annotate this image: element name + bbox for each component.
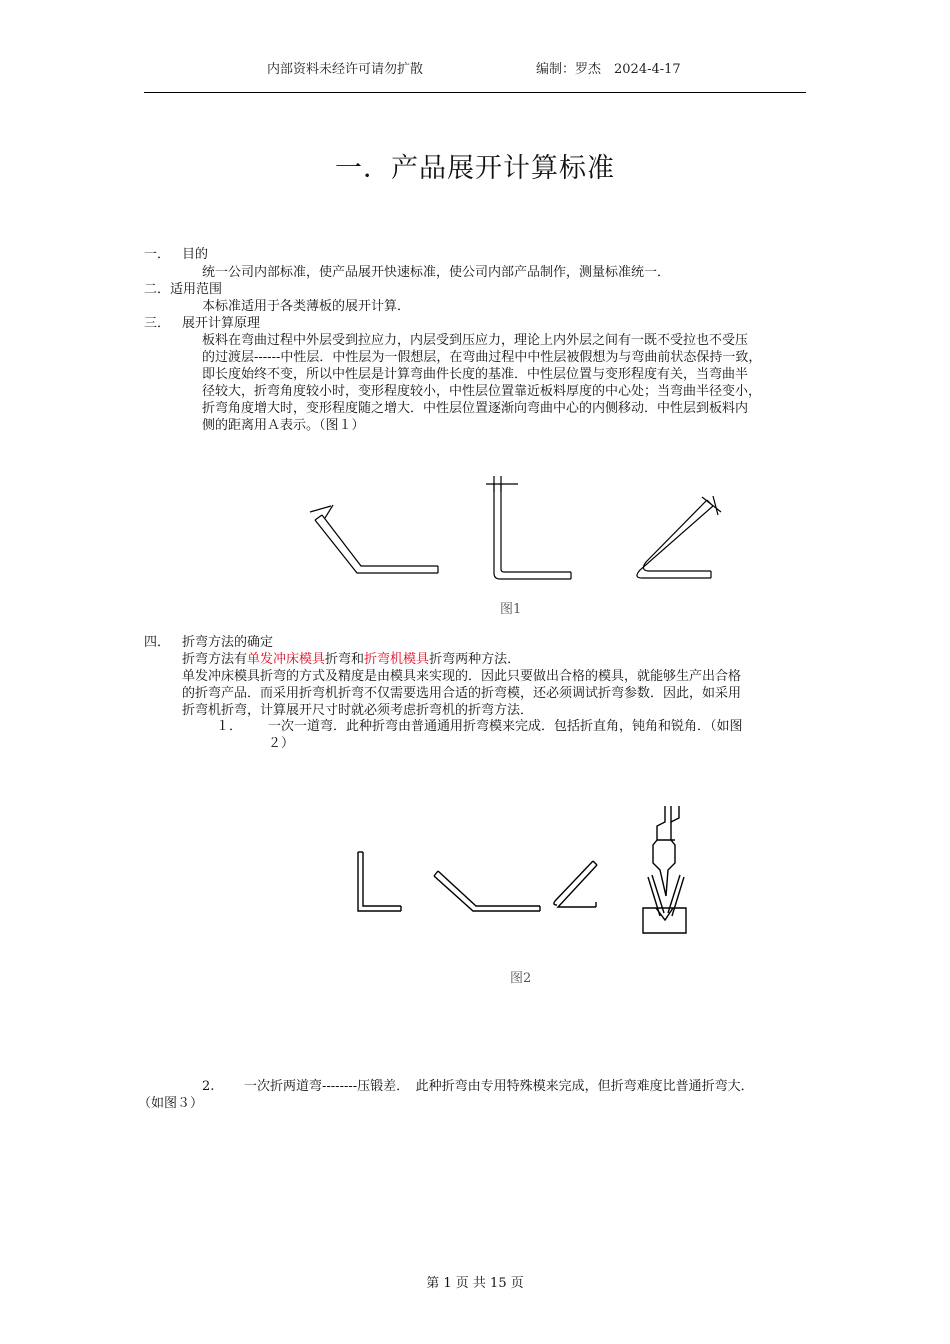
section-3-line: 的过渡层------中性层．中性层为一假想层，在弯曲过程中中性层被假想为与弯曲前状态保持一致，	[202, 350, 762, 365]
term-punch-die: 单发冲床模具	[247, 652, 326, 667]
item-2-text: 一次折两道弯--------压锻差． 此种折弯由专用特殊模来完成，但折弯难度比普通折弯大．	[244, 1079, 754, 1094]
item-1-number: １．	[216, 719, 243, 734]
header-confidential: 内部资料未经许可请勿扩散	[267, 62, 424, 77]
section-3-line: 径较大，折弯角度较小时，变形程度较小，中性层位置靠近板料厚度的中心处；当弯曲半径变小，	[202, 384, 762, 399]
term-press-brake-die: 折弯机模具	[364, 652, 430, 667]
section-1-heading: 目的	[182, 247, 209, 262]
section-4-line: 的折弯产品．而采用折弯机折弯不仅需要选用合适的折弯模，还必须调试折弯参数．因此，如采用	[182, 686, 742, 701]
header-author-date: 编制：罗杰 2024-4-17	[536, 62, 681, 77]
section-2-heading: 二．适用范围	[144, 282, 223, 297]
item-2-continuation: （如图３）	[138, 1096, 204, 1111]
section-4-line: 折弯机折弯，计算展开尺寸时就必须考虑折弯机的折弯方法．	[182, 703, 534, 718]
section-3-line: 折弯角度增大时，变形程度随之增大．中性层位置逐渐向弯曲中心的内侧移动．中性层到板料内	[202, 401, 749, 416]
intro-text-c: 折弯两种方法．	[429, 652, 521, 667]
section-1-body: 统一公司内部标准，使产品展开快速标准，使公司内部产品制作，测量标准统一．	[202, 265, 671, 280]
section-4-heading: 折弯方法的确定	[182, 635, 274, 650]
item-1-text: 一次一道弯．此种折弯由普通通用折弯模来完成．包括折直角，钝角和锐角．（如图	[268, 719, 743, 734]
section-3-line: 即长度始终不变，所以中性层是计算弯曲件长度的基准．中性层位置与变形程度有关，当弯曲半	[202, 367, 749, 382]
section-2-body: 本标准适用于各类薄板的展开计算．	[202, 299, 411, 314]
figure-2-caption: 图2	[510, 971, 532, 986]
section-3-heading: 展开计算原理	[182, 316, 261, 331]
item-2-number: 2.	[202, 1079, 215, 1094]
item-1-continuation: ２）	[268, 736, 295, 751]
section-3-line: 侧的距离用Ａ表示。（图１）	[202, 418, 365, 433]
section-1-number: 一．	[144, 247, 171, 262]
page-title: 一．产品展开计算标准	[335, 153, 615, 184]
section-3-number: 三．	[144, 316, 171, 331]
page-footer: 第 1 页 共 15 页	[426, 1276, 524, 1291]
intro-text-a: 折弯方法有	[182, 652, 248, 667]
section-4-line: 单发冲床模具折弯的方式及精度是由模具来实现的．因此只要做出合格的模具，就能够生产出合格	[182, 669, 742, 684]
section-4-number: 四．	[144, 635, 171, 650]
figure-1-caption: 图1	[500, 602, 522, 617]
intro-text-b: 折弯和	[325, 652, 365, 667]
section-3-line: 板料在弯曲过程中外层受到拉应力，内层受到压应力，理论上内外层之间有一既不受拉也不受压	[202, 333, 749, 348]
